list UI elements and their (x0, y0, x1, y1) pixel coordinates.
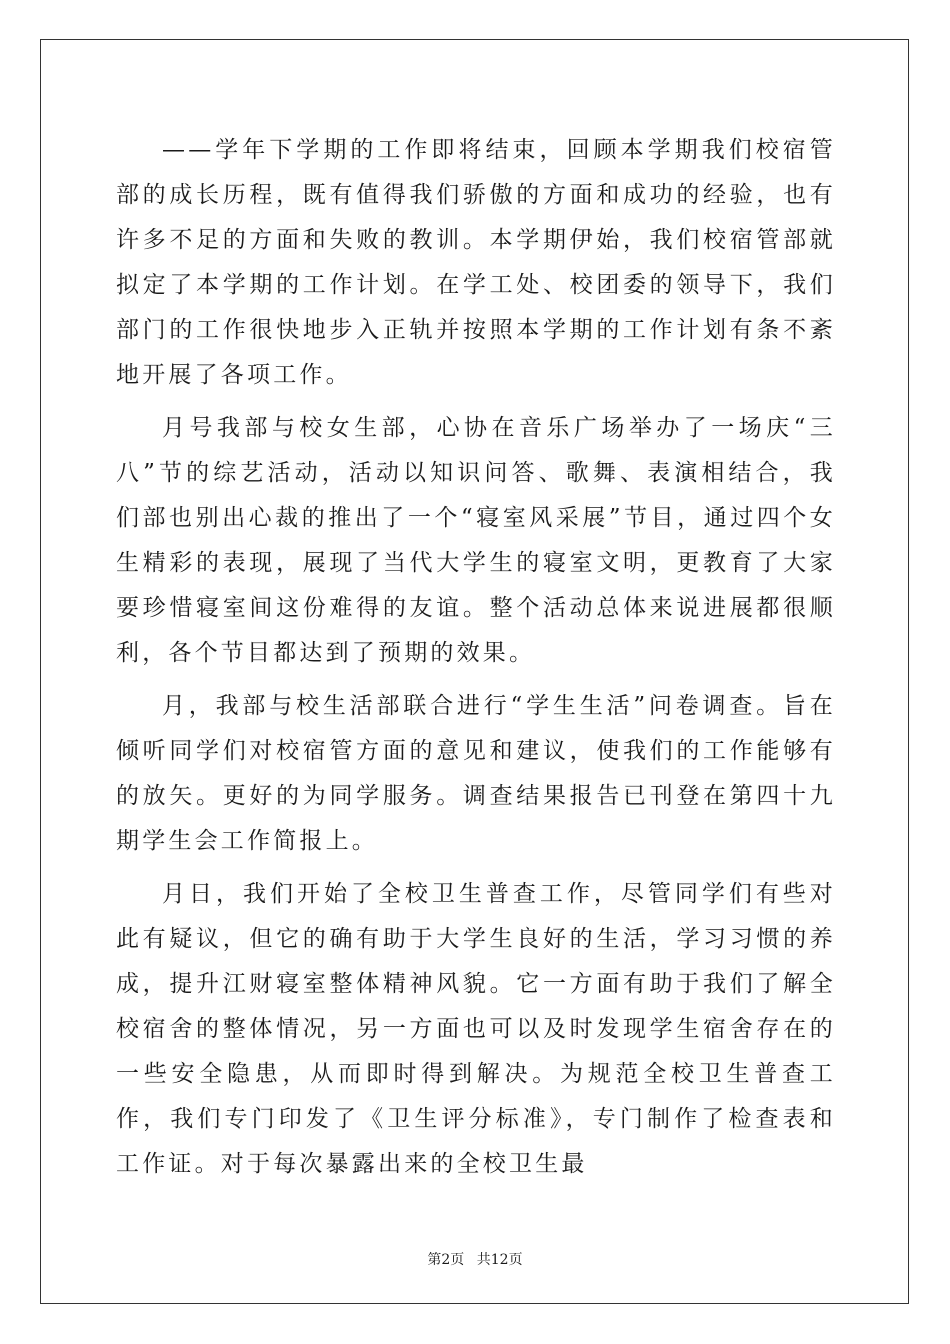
page-total: 共12页 (476, 1252, 523, 1268)
document-body (116, 128, 836, 1195)
paragraph: 月，我部与校生活部联合进行“学生生活”问卷调查。旨在倾听同学们对校宿管方面的意见和建议，使我们的工作能够有的放矢。更好的为同学服务。调查结果报告已刊登在第四十九期学生会工作简报上。 (116, 693, 836, 854)
page-footer (0, 1249, 950, 1269)
paragraph: ——学年下学期的工作即将结束，回顾本学期我们校宿管部的成长历程，既有值得我们骄傲的方面和成功的经验，也有许多不足的方面和失败的教训。本学期伊始，我们校宿管部就拟定了本学期的工作计划。在学工处、校团委的领导下，我们部门的工作很快地步入正轨并按照本学期的工作计划有条不紊地开展了各项工作。 (116, 137, 836, 388)
page-number: 第2页 (427, 1252, 465, 1268)
paragraph: 月号我部与校女生部，心协在音乐广场举办了一场庆“三八”节的综艺活动，活动以知识问答、歌舞、表演相结合，我们部也别出心裁的推出了一个“寝室风采展”节目，通过四个女生精彩的表现，展现了当代大学生的寝室文明，更教育了大家要珍惜寝室间这份难得的友谊。整个活动总体来说进展都很顺利，各个节目都达到了预期的效果。 (116, 415, 836, 666)
paragraph: 月日，我们开始了全校卫生普查工作，尽管同学们有些对此有疑议，但它的确有助于大学生良好的生活，学习习惯的养成，提升江财寝室整体精神风貌。它一方面有助于我们了解全校宿舍的整体情况，另一方面也可以及时发现学生宿舍存在的一些安全隐患，从而即时得到解决。为规范全校卫生普查工作，我们专门印发了《卫生评分标准》，专门制作了检查表和工作证。对于每次暴露出来的全校卫生最 (116, 881, 836, 1177)
